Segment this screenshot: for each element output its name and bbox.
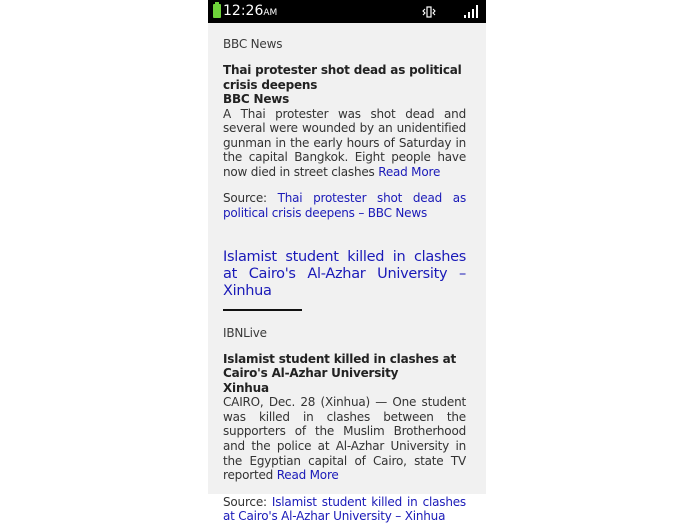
read-more-link[interactable]: Read More xyxy=(276,468,339,483)
read-more-link[interactable]: Read More xyxy=(378,164,441,179)
article-publisher: BBC News xyxy=(223,92,290,106)
status-bar xyxy=(208,0,486,23)
article-body-text: A Thai protester was shot dead and several were wounded by an unidentified gunman in the early hours of Saturday in the capital Bangkok. Eight people have now died in street clashes xyxy=(223,106,466,179)
article-publisher: Xinhua xyxy=(223,380,269,395)
article-card xyxy=(223,249,466,524)
source-prefix: Source: xyxy=(223,494,267,509)
article-body xyxy=(223,107,466,180)
vibrate-icon xyxy=(422,5,436,19)
source-label: BBC News xyxy=(223,37,283,51)
news-feed xyxy=(223,36,466,524)
source-line xyxy=(223,191,466,220)
article-body xyxy=(223,395,466,483)
status-time xyxy=(223,3,277,21)
signal-icon xyxy=(464,5,478,18)
article-title: Thai protester shot dead as political crisis deepens xyxy=(223,63,462,92)
source-label: IBNLive xyxy=(223,325,267,340)
source-prefix: Source: xyxy=(223,191,267,206)
source-link[interactable]: Thai protester shot dead as political crisis deepens – BBC News xyxy=(223,191,466,221)
source-link[interactable]: Islamist student killed in clashes at Cairo's Al-Azhar University – Xinhua xyxy=(223,494,466,524)
status-time-ampm: AM xyxy=(263,8,278,18)
status-time-digits: 12:26 xyxy=(223,3,264,19)
article-card xyxy=(223,36,466,221)
headline-link[interactable]: Islamist student killed in clashes at Cairo's Al-Azhar University – Xinhua xyxy=(223,248,466,299)
battery-icon xyxy=(213,4,221,18)
article-title: Islamist student killed in clashes at Cairo's Al-Azhar University xyxy=(223,351,457,381)
phone-screen xyxy=(208,0,486,524)
divider xyxy=(223,309,302,311)
source-line xyxy=(223,495,466,524)
article-body-text: CAIRO, Dec. 28 (Xinhua) — One student was killed in clashes between the supporters of the Muslim Brotherhood and the police at Al-Azhar University in the Egyptian capital of Cairo, state TV reported xyxy=(223,395,466,483)
